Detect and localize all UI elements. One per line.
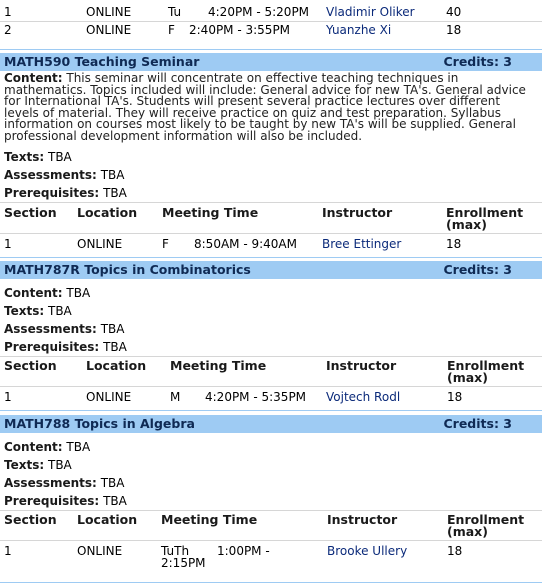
meeting-time: 2:40PM - 3:55PM: [189, 23, 291, 37]
content-line: for International TA's. Students will present several practice lectures over different: [4, 94, 501, 108]
assessments-value: TBA: [100, 168, 125, 182]
texts-line: [4, 458, 72, 472]
section-separator: [0, 410, 542, 411]
course-title: MATH590 Teaching Seminar: [4, 54, 200, 69]
texts-line: [4, 304, 72, 318]
prerequisites-line: [4, 494, 127, 508]
prerequisites-label: Prerequisites:: [4, 340, 100, 354]
texts-label: Texts:: [4, 304, 45, 318]
th-enrollment-max: (max): [447, 524, 488, 539]
content-line: professional development information will also be included.: [4, 128, 363, 143]
meeting-time: 8:50AM - 9:40AM: [194, 237, 297, 251]
course-header: [0, 415, 542, 433]
meeting-days: F: [162, 237, 169, 251]
instructor-link[interactable]: Brooke Ullery: [327, 544, 408, 558]
location: ONLINE: [86, 5, 132, 19]
th-section: Section: [4, 512, 57, 527]
meeting-days: F: [168, 23, 175, 37]
enrollment-max: 18: [447, 390, 463, 404]
instructor-link[interactable]: Yuanzhe Xi: [326, 23, 392, 37]
meeting-time: 1:00PM -: [217, 544, 270, 558]
course-title: MATH788 Topics in Algebra: [4, 416, 195, 431]
th-enrollment: Enrollment: [447, 358, 525, 373]
prerequisites-label: Prerequisites:: [4, 494, 100, 508]
instructor-link[interactable]: Bree Ettinger: [322, 237, 402, 251]
content-line: This seminar will concentrate on effective teaching techniques in: [66, 71, 459, 85]
content-value: TBA: [66, 286, 91, 300]
table-header: [0, 206, 542, 234]
assessments-line: [4, 168, 124, 182]
instructor-link[interactable]: Vojtech Rodl: [326, 390, 401, 404]
enrollment-max: 18: [446, 237, 462, 251]
table-row: [0, 390, 542, 408]
assessments-label: Assessments:: [4, 322, 97, 336]
enrollment-max: 18: [447, 544, 463, 558]
table-row: [0, 237, 542, 255]
prerequisites-value: TBA: [103, 186, 127, 200]
assessments-value: TBA: [100, 476, 125, 490]
texts-value: TBA: [47, 304, 72, 318]
course-credits: Credits: 3: [443, 54, 512, 69]
enrollment-max: 40: [446, 5, 462, 19]
course-content: [4, 73, 534, 142]
texts-line: [4, 150, 72, 164]
th-enrollment-max: (max): [447, 370, 488, 385]
section-number: 1: [4, 544, 12, 558]
meeting-days: TuTh: [161, 544, 190, 558]
th-meeting-time: Meeting Time: [170, 358, 267, 373]
meeting-time-end: 2:15PM: [161, 556, 206, 570]
row-divider: [0, 202, 542, 203]
location: ONLINE: [86, 390, 132, 404]
th-section: Section: [4, 205, 57, 220]
row-divider: [0, 233, 542, 234]
location: ONLINE: [77, 544, 123, 558]
section-separator: [0, 582, 542, 583]
row-divider: [0, 386, 542, 387]
table-header: [0, 359, 542, 387]
table-row: [0, 23, 542, 41]
th-location: Location: [77, 512, 138, 527]
section-separator: [0, 49, 542, 50]
section-number: 1: [4, 5, 12, 19]
location: ONLINE: [86, 23, 132, 37]
course-title: MATH787R Topics in Combinatorics: [4, 262, 251, 277]
row-divider: [0, 540, 542, 541]
th-meeting-time: Meeting Time: [161, 512, 258, 527]
prerequisites-line: [4, 340, 127, 354]
content-label: Content:: [4, 440, 63, 454]
th-meeting-time: Meeting Time: [162, 205, 259, 220]
course-header: [0, 261, 542, 279]
th-instructor: Instructor: [322, 205, 393, 220]
prerequisites-value: TBA: [103, 494, 127, 508]
assessments-value: TBA: [100, 322, 125, 336]
th-enrollment: Enrollment: [447, 512, 525, 527]
section-number: 2: [4, 23, 12, 37]
course-header: [0, 53, 542, 71]
meeting-days: Tu: [168, 5, 182, 19]
section-number: 1: [4, 237, 12, 251]
content-line: [4, 286, 90, 300]
prerequisites-value: TBA: [103, 340, 127, 354]
content-line: information on courses most likely to be taught by new TA's will be supplied. General: [4, 117, 516, 131]
row-divider: [0, 21, 542, 22]
course-credits: Credits: 3: [443, 416, 512, 431]
instructor-link[interactable]: Vladimir Oliker: [326, 5, 415, 19]
course-credits: Credits: 3: [443, 262, 512, 277]
row-divider: [0, 356, 542, 357]
th-instructor: Instructor: [327, 512, 398, 527]
th-location: Location: [86, 358, 147, 373]
content-line: [4, 440, 90, 454]
texts-value: TBA: [47, 458, 72, 472]
section-separator: [0, 257, 542, 258]
content-line: mathematics. Topics included will include: General advice for new TA's. General advice: [4, 82, 526, 97]
content-line: levels of material. They will receive practice on quiz and test preparation. Syllabus: [4, 105, 502, 120]
texts-label: Texts:: [4, 150, 45, 164]
table-row: [0, 544, 542, 570]
meeting-time: 4:20PM - 5:20PM: [208, 5, 310, 19]
meeting-time: 4:20PM - 5:35PM: [205, 390, 307, 404]
table-header: [0, 513, 542, 541]
th-enrollment-max: (max): [446, 217, 487, 232]
content-value: TBA: [66, 440, 91, 454]
th-location: Location: [77, 205, 138, 220]
th-enrollment: Enrollment: [446, 205, 524, 220]
texts-value: TBA: [47, 150, 72, 164]
prerequisites-line: [4, 186, 127, 200]
location: ONLINE: [77, 237, 123, 251]
texts-label: Texts:: [4, 458, 45, 472]
content-label: Content:: [4, 71, 63, 85]
prerequisites-label: Prerequisites:: [4, 186, 100, 200]
assessments-label: Assessments:: [4, 476, 97, 490]
enrollment-max: 18: [446, 23, 462, 37]
assessments-line: [4, 322, 124, 336]
th-section: Section: [4, 358, 57, 373]
assessments-label: Assessments:: [4, 168, 97, 182]
th-instructor: Instructor: [326, 358, 397, 373]
section-number: 1: [4, 390, 12, 404]
row-divider: [0, 510, 542, 511]
assessments-line: [4, 476, 124, 490]
meeting-days: M: [170, 390, 181, 404]
content-label: Content:: [4, 286, 63, 300]
